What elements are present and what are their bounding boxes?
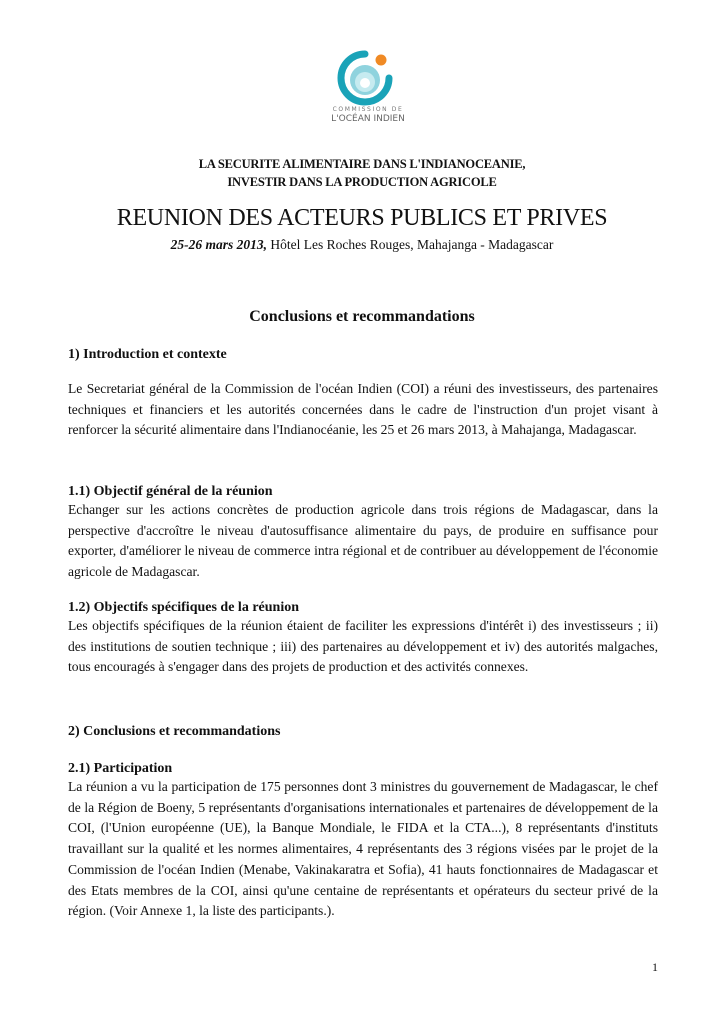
page-number: 1 [652, 960, 658, 974]
heading-specific-objectives: 1.2) Objectifs spécifiques de la réunion [68, 600, 299, 615]
header-line2: INVESTIR DANS LA PRODUCTION AGRICOLE [227, 175, 497, 189]
paragraph-participation: La réunion a vu la participation de 175 personnes dont 3 ministres du gouvernement de Madagascar, le chef de la Région de Boeny, 5 représentants d'organisations internationales et partenaires de développement de la COI, (l'Union européenne (UE), la Banque Mondiale, le FIDA et la CTA...), 8 représentants d'instituts travaillant sur la qualité et les normes alimentaires, 4 représentants des 3 régions visées par le projet de la Commission de l'océan Indien (Menabe, Vakinakaratra et Sofia), 41 hauts fonctionnaires de Madagascar et des Etats membres de la COI, ainsi qu'une centaine de représentants et opérateurs du secteur privé de la région. (Voir Annexe 1, la liste des participants.). [68, 779, 658, 919]
heading-introduction: 1) Introduction et contexte [68, 347, 227, 362]
header-line1: LA SECURITE ALIMENTAIRE DANS L'INDIANOCEANIE, [198, 157, 526, 171]
heading-conclusions: 2) Conclusions et recommandations [68, 724, 281, 739]
logo-text-line2: L'OCÉAN INDIEN [331, 114, 405, 124]
event-date: 25-26 mars 2013, [170, 237, 267, 252]
heading-general-objective: 1.1) Objectif général de la réunion [68, 484, 273, 499]
section-heading-conclusions: Conclusions et recommandations [249, 308, 475, 325]
coi-logo-icon [335, 48, 395, 108]
document-title: REUNION DES ACTEURS PUBLICS ET PRIVES [116, 205, 608, 231]
event-venue: Hôtel Les Roches Rouges, Mahajanga - Madagascar [266, 237, 554, 252]
paragraph-introduction: Le Secretariat général de la Commission de l'océan Indien (COI) a réuni des investisseurs, des partenaires techniques et financiers et les autorités concernées dans le cadre de l'instruction d'un projet visant à renforcer la sécurité alimentaire dans l'Indianocéanie, les 25 et 26 mars 2013, à Mahajanga, Madagascar. [68, 381, 658, 438]
paragraph-specific-objectives: Les objectifs spécifiques de la réunion étaient de faciliter les expressions d'intérêt i) des investisseurs ; ii) des institutions de soutien technique ; iii) des partenaires au développement et iv) des autorités malgaches, tous encouragés à s'engager dans des projets de production et des activités connexes. [68, 618, 658, 675]
paragraph-general-objective: Echanger sur les actions concrètes de production agricole dans trois régions de Madagascar, dans la perspective d'accroître le niveau d'autosuffisance alimentaire du pays, de produire en suffisance pour exporter, d'améliorer le niveau de commerce intra régional et de contribuer au développement de l'économie agricole de Madagascar. [68, 502, 658, 580]
event-subtitle [40, 237, 684, 253]
heading-participation: 2.1) Participation [68, 761, 173, 776]
logo-text-line1: COMMISSION DE [332, 106, 404, 113]
